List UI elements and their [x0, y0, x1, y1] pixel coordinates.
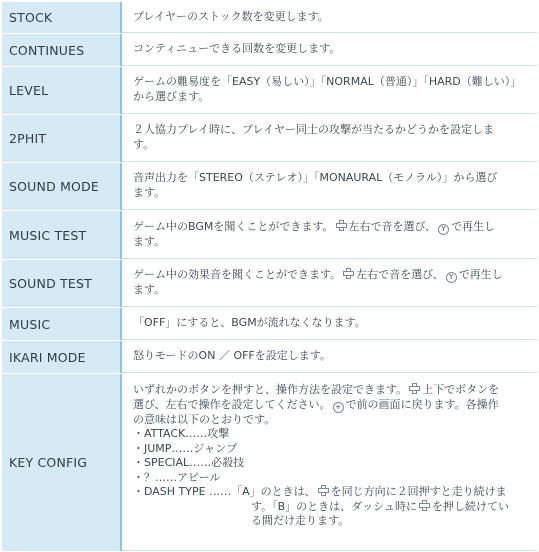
description-text: 左右で音を選び、	[348, 220, 437, 233]
row-description	[122, 2, 537, 33]
row-label: CONTINUES	[2, 34, 122, 66]
plus-button-icon: +	[333, 402, 344, 413]
description-line	[133, 268, 527, 283]
row-label: LEVEL	[2, 67, 122, 114]
description-line: 「OFF」にすると、BGMが流れなくなります。	[133, 316, 366, 330]
row-label: IKARI MODE	[2, 341, 122, 373]
row-description	[122, 260, 537, 307]
row-label: STOCK	[2, 2, 122, 33]
description-line: ます。	[133, 283, 166, 296]
row-level	[2, 66, 537, 114]
row-sound-test	[2, 259, 537, 307]
row-description	[122, 308, 537, 340]
description-line: ます。	[133, 185, 166, 199]
description-line: の意味は以下のとおりです。	[133, 412, 276, 426]
description-text: ・DASH TYPE ……「A」のときは、	[133, 485, 316, 498]
row-music	[2, 307, 537, 340]
row-description	[122, 374, 537, 551]
row-stock	[2, 1, 537, 33]
row-ikari-mode	[2, 340, 537, 373]
description-line: す。	[133, 137, 155, 151]
list-item: ・SPECIAL……必殺技	[133, 456, 245, 469]
row-key-config	[2, 373, 537, 551]
dpad-icon	[336, 220, 347, 231]
list-item	[133, 485, 527, 500]
description-line: ます。	[133, 235, 166, 248]
description-text: で再生し	[458, 268, 503, 281]
row-description	[122, 115, 537, 162]
list-item: ・JUMP……ジャンプ	[133, 441, 238, 455]
list-item: ・？……アピール	[133, 470, 221, 484]
row-label: KEY CONFIG	[2, 374, 122, 551]
description-line: 音声出力を「STEREO（ステレオ）」「MONAURAL（モノラル）」から選び	[133, 171, 498, 184]
row-label: MUSIC	[2, 308, 122, 340]
settings-table	[2, 1, 537, 551]
row-description	[122, 163, 537, 210]
description-line: コンティニューできる回数を変更します。	[133, 42, 341, 56]
description-line: ２人協力プレイ時に、プレイヤー同士の攻撃が当たるかどうかを設定しま	[133, 123, 495, 136]
row-description	[122, 341, 537, 373]
description-line	[133, 383, 527, 398]
row-description	[122, 211, 537, 259]
row-continues	[2, 33, 537, 66]
row-label: SOUND MODE	[2, 163, 122, 210]
description-line: プレイヤーのストック数を変更します。	[133, 9, 329, 23]
dpad-icon	[409, 383, 420, 394]
description-text: 上下でボタンを	[422, 383, 500, 396]
row-label: MUSIC TEST	[2, 211, 122, 259]
dpad-icon	[343, 268, 354, 279]
description-text: 左右で音を選び、	[356, 268, 444, 281]
list-item: ・ATTACK……攻撃	[133, 427, 230, 440]
row-description	[122, 34, 537, 66]
description-text: で再生し	[451, 220, 496, 233]
row-description	[122, 67, 537, 114]
description-text: で前の画面に戻ります。各操作	[345, 397, 499, 411]
row-sound-mode	[2, 162, 537, 210]
description-line	[133, 398, 527, 413]
y-button-icon: Y	[446, 272, 457, 283]
description-line: から選びます。	[133, 89, 210, 103]
description-line: ゲームの難易度を「EASY（易しい）」「NORMAL（普通）」「HARD（難しい）」	[133, 75, 522, 88]
description-line	[133, 220, 527, 235]
description-text: ゲーム中のBGMを聞くことができます。	[133, 220, 334, 233]
row-label: 2PHIT	[2, 115, 122, 162]
description-text: いずれかのボタンを押すと、操作方法を設定できます。	[133, 383, 408, 396]
description-text: を押し続けてい	[431, 499, 509, 513]
description-text: を同じ方向に２回押すと走り続けま	[330, 485, 507, 498]
description-text: す。「B」のときは、ダッシュ時に	[251, 499, 417, 513]
description-line: 怒りモードのON ／ OFFを設定します。	[133, 349, 331, 363]
y-button-icon: Y	[438, 224, 449, 235]
dpad-icon	[318, 485, 329, 496]
list-item-continued	[133, 500, 527, 515]
row-music-test	[2, 210, 537, 259]
list-item-continued: る間だけ走ります。	[251, 514, 350, 527]
dpad-icon	[419, 500, 430, 511]
description-text: 選び、左右で操作を設定してください。	[133, 397, 331, 411]
row-label: SOUND TEST	[2, 260, 122, 307]
description-text: ゲーム中の効果音を聞くことができます。	[133, 268, 342, 281]
row-2phit	[2, 114, 537, 162]
